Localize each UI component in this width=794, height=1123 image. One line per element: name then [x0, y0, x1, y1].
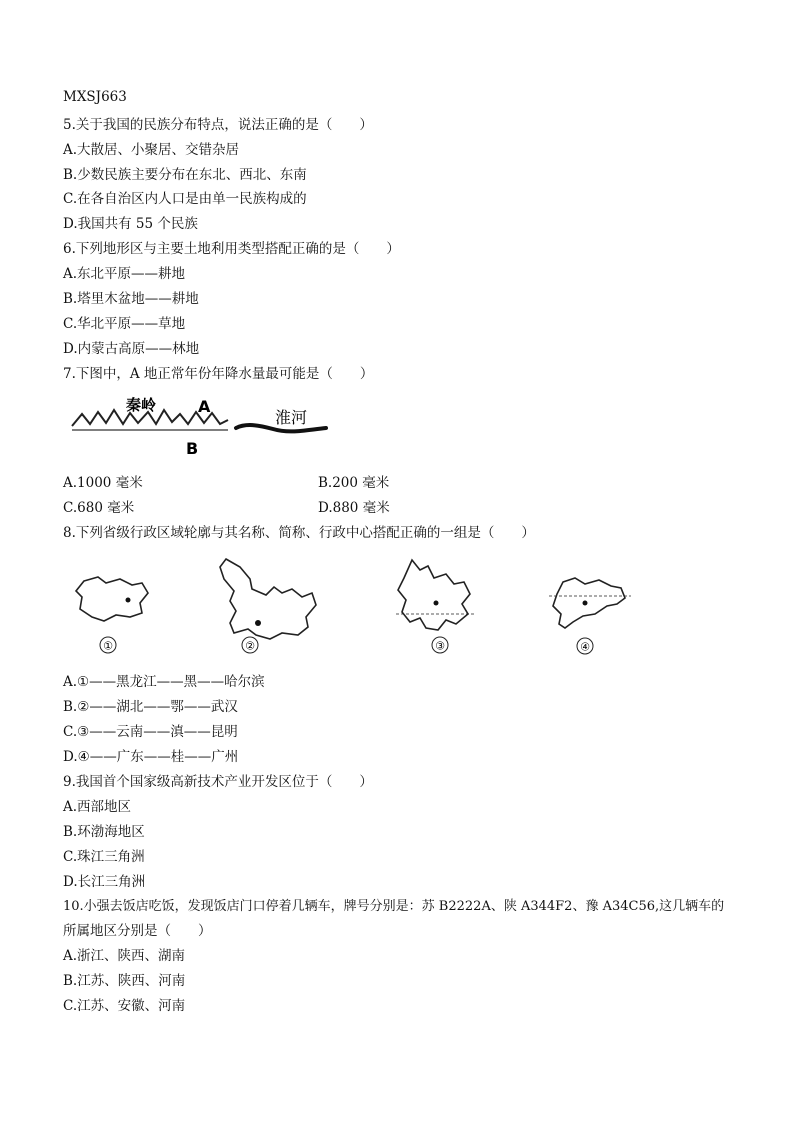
question-9-option-d: D.长江三角洲: [63, 874, 146, 890]
question-6-option-c: C.华北平原——草地: [63, 316, 186, 332]
province-outline-2: [212, 553, 322, 657]
question-5-option-a: A.大散居、小聚居、交错杂居: [63, 142, 240, 158]
question-10-option-b: B.江苏、陕西、河南: [63, 973, 186, 989]
figure-1-label: ①: [103, 639, 113, 653]
qinling-label: 秦岭: [126, 396, 157, 414]
figure-3-label: ③: [435, 639, 445, 653]
question-8-option-a: A.①——黑龙江——黑——哈尔滨: [63, 674, 265, 690]
question-10-stem-line1: 10.小强去饭店吃饭，发现饭店门口停着几辆车，牌号分别是：苏 B2222A、陕 A344F2、豫 A34C56,这几辆车的: [63, 899, 725, 914]
province-3-capital-dot: [434, 601, 439, 606]
question-9-stem: 9.我国首个国家级高新技术产业开发区位于（ ）: [63, 774, 373, 790]
question-7-option-b: B.200 毫米: [318, 475, 390, 491]
question-6-stem: 6.下列地形区与主要土地利用类型搭配正确的是（ ）: [63, 241, 400, 257]
question-6-option-d: D.内蒙古高原——林地: [63, 341, 200, 357]
question-5-option-b: B.少数民族主要分布在东北、西北、东南: [63, 167, 307, 183]
question-6-option-b: B.塔里木盆地——耕地: [63, 291, 199, 307]
question-5-option-c: C.在各自治区内人口是由单一民族构成的: [63, 191, 307, 207]
question-7-option-a: A.1000 毫米: [63, 475, 143, 491]
question-9-option-a: A.西部地区: [63, 799, 132, 815]
question-8-option-c: C.③——云南——滇——昆明: [63, 724, 238, 740]
question-6-option-a: A.东北平原——耕地: [63, 266, 186, 282]
huaihe-label: 淮河: [275, 408, 308, 427]
province-2-shape: [220, 559, 316, 639]
province-4-shape: [553, 578, 625, 628]
question-7-stem: 7.下图中，A 地正常年份年降水量最可能是（ ）: [63, 366, 374, 382]
province-2-capital-dot: [255, 620, 261, 626]
question-8-option-b: B.②——湖北——鄂——武汉: [63, 699, 238, 715]
question-10-option-c: C.江苏、安徽、河南: [63, 998, 186, 1014]
figure-2-label: ②: [245, 639, 255, 653]
point-b-label: B: [186, 439, 199, 458]
question-8-stem: 8.下列省级行政区域轮廓与其名称、简称、行政中心搭配正确的一组是（ ）: [63, 525, 535, 541]
question-7-option-d: D.880 毫米: [318, 500, 390, 516]
figure-4-label: ④: [580, 640, 590, 654]
qinling-huaihe-figure: [68, 390, 340, 462]
question-10-stem-line2: 所属地区分别是（ ）: [63, 923, 212, 939]
header-code: MXSJ663: [63, 89, 127, 105]
province-outline-3: [390, 556, 480, 656]
question-5-option-d: D.我国共有 55 个民族: [63, 216, 198, 232]
province-1-capital-dot: [126, 598, 131, 603]
question-5-stem: 5.关于我国的民族分布特点，说法正确的是（ ）: [63, 117, 373, 133]
province-outline-1: [70, 555, 160, 655]
question-8-option-d: D.④——广东——桂——广州: [63, 749, 239, 765]
province-4-capital-dot: [583, 601, 588, 606]
question-9-option-c: C.珠江三角洲: [63, 849, 145, 865]
question-7-option-c: C.680 毫米: [63, 500, 135, 516]
question-10-option-a: A.浙江、陕西、湖南: [63, 948, 186, 964]
province-outline-4: [545, 570, 635, 658]
province-1-shape: [76, 577, 148, 621]
point-a-label: A: [198, 397, 211, 416]
province-3-shape: [398, 560, 470, 630]
question-9-option-b: B.环渤海地区: [63, 824, 145, 840]
